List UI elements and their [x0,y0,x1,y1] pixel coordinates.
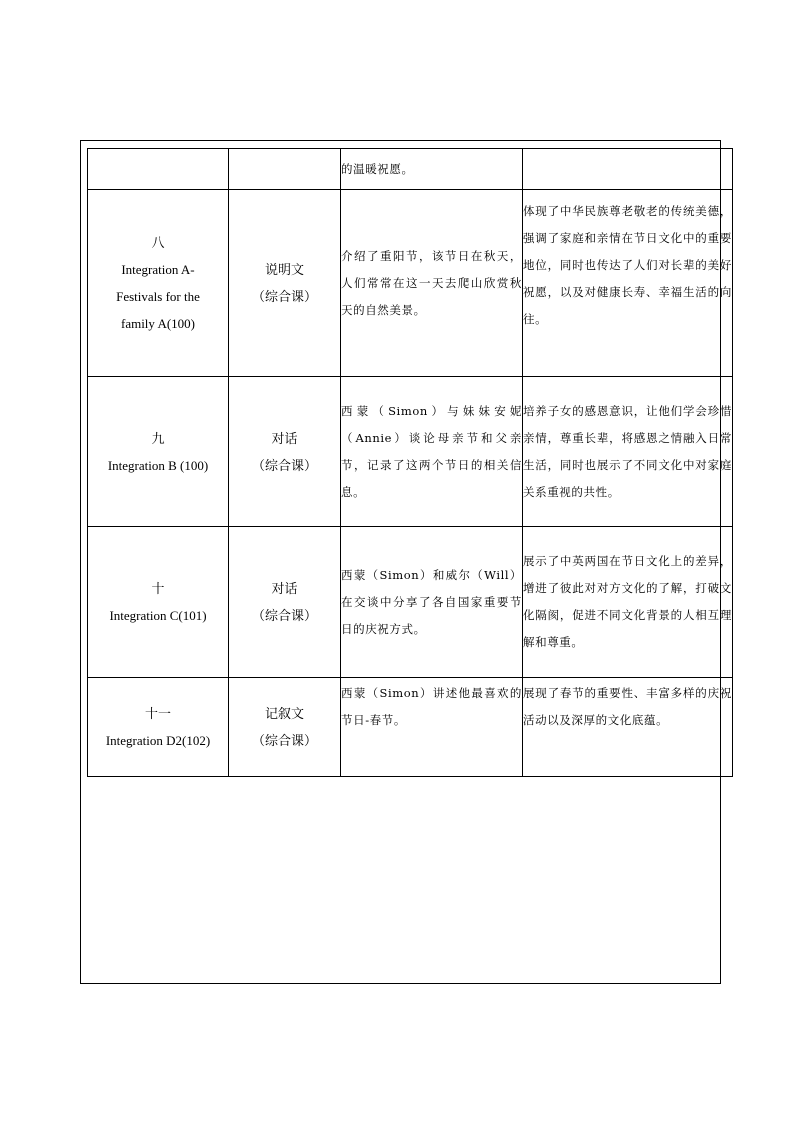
content-cell: 的温暖祝愿。 [341,149,523,190]
table-row [88,377,733,527]
unit-title-line: Integration A- [121,262,195,277]
unit-cell [88,190,229,377]
content-cell: 西蒙（Simon）和威尔（Will）在交谈中分享了各自国家重要节日的庆祝方式。 [341,527,523,678]
lesson-type: （综合课） [251,457,317,473]
content-cell: 西蒙（Simon）讲述他最喜欢的节日-春节。 [341,678,523,777]
table-row [88,527,733,678]
unit-cell [88,149,229,190]
unit-title-line: Integration D2(102) [105,733,211,748]
lesson-type: （综合课） [251,289,317,304]
unit-number: 十 [151,581,165,596]
unit-number: 十一 [144,706,171,721]
content-cell: 介绍了重阳节，该节日在秋天，人们常常在这一天去爬山欣赏秋天的自然美景。 [341,190,523,377]
unit-number: 八 [151,235,165,250]
unit-title-line: Integration B (100) [107,457,209,473]
genre-label: 对话 [271,581,298,596]
lesson-plan-table [87,148,733,777]
genre-label: 对话 [271,430,298,446]
genre-cell [229,190,341,377]
unit-title-line: Integration C(101) [109,608,207,623]
lesson-type: （综合课） [251,608,317,623]
unit-cell [88,678,229,777]
genre-cell [229,678,341,777]
content-cell: 西蒙（Simon）与妹妹安妮（Annie）谈论母亲节和父亲节，记录了这两个节日的相关信息。 [341,377,523,527]
value-cell: 展现了春节的重要性、丰富多样的庆祝活动以及深厚的文化底蕴。 [523,678,733,777]
unit-cell [88,527,229,678]
table-row [88,190,733,377]
lesson-type: （综合课） [251,733,317,748]
genre-cell [229,149,341,190]
value-cell: 展示了中英两国在节日文化上的差异，增进了彼此对对方文化的了解，打破文化隔阂，促进不同文化背景的人相互理解和尊重。 [523,527,733,678]
genre-label: 记叙文 [264,706,304,721]
unit-number: 九 [151,430,165,446]
genre-cell [229,377,341,527]
value-cell: 培养子女的感恩意识，让他们学会珍惜亲情，尊重长辈，将感恩之情融入日常生活，同时也展示了不同文化中对家庭关系重视的共性。 [523,377,733,527]
unit-title-line: family A(100) [120,316,195,331]
value-cell: 体现了中华民族尊老敬老的传统美德，强调了家庭和亲情在节日文化中的重要地位，同时也传达了人们对长辈的美好祝愿，以及对健康长寿、幸福生活的向往。 [523,190,733,377]
unit-cell [88,377,229,527]
table-row [88,678,733,777]
genre-cell [229,527,341,678]
value-cell [523,149,733,190]
unit-title-line: Festivals for the [116,289,200,304]
genre-label: 说明文 [264,262,304,277]
table-row [88,149,733,190]
